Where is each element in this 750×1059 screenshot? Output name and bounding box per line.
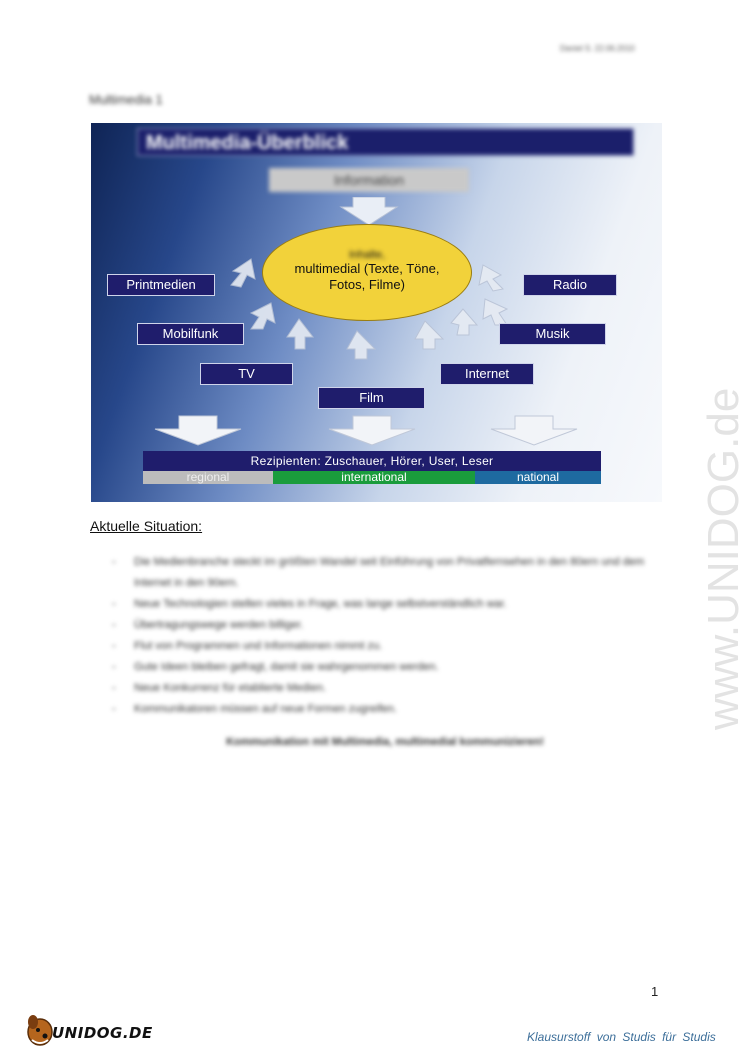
situation-list bbox=[112, 552, 672, 720]
list-item-text: Übertragungswege werden billiger. bbox=[134, 619, 304, 631]
media-box-film: Film bbox=[318, 387, 425, 409]
document-title: Multimedia 1 bbox=[89, 92, 163, 107]
information-box: Information bbox=[269, 168, 469, 192]
list-item: - Neue Technologien stellen vieles in Frage, was lange selbstverständlich war. bbox=[112, 598, 507, 610]
segment-national: national bbox=[475, 471, 601, 484]
watermark bbox=[680, 270, 750, 740]
ellipse-line-2: multimedial (Texte, Töne, bbox=[294, 261, 440, 276]
media-box-radio: Radio bbox=[523, 274, 617, 296]
list-item: - Die Medienbranche steckt im größten Wandel seit Einführung von Privatfernsehen in den 80ern und dem Internet in den 90ern. bbox=[112, 556, 645, 589]
list-item-text: Kommunikatoren müssen auf neue Formen zugreifen. bbox=[134, 703, 397, 715]
list-item-text: Die Medienbranche steckt im größten Wandel seit Einführung von Privatfernsehen in den 80ern und dem Internet in den 90ern. bbox=[134, 556, 645, 589]
header-meta: Daniel S. 22.06.2010 bbox=[560, 44, 635, 53]
list-item-text: Gute Ideen bleiben gefragt, damit sie wahrgenommen werden. bbox=[134, 661, 439, 673]
situation-heading: Aktuelle Situation: bbox=[90, 518, 203, 534]
segment-international: international bbox=[273, 471, 475, 484]
media-box-mobilfunk: Mobilfunk bbox=[137, 323, 244, 345]
list-item: - Neue Konkurrenz für etablierte Medien. bbox=[112, 682, 326, 694]
media-box-printmedien: Printmedien bbox=[107, 274, 215, 296]
segment-regional: regional bbox=[143, 471, 273, 484]
media-box-musik: Musik bbox=[499, 323, 606, 345]
recipients-bar: Rezipienten: Zuschauer, Hörer, User, Leser bbox=[143, 451, 601, 471]
list-item-text: Neue Konkurrenz für etablierte Medien. bbox=[134, 682, 326, 694]
situation-conclusion: Kommunikation mit Multimedia, multimedial kommunizieren! bbox=[226, 736, 544, 748]
list-item-text: Flut von Programmen und Informationen nimmt zu. bbox=[134, 640, 383, 652]
list-item: - Flut von Programmen und Informationen nimmt zu. bbox=[112, 640, 383, 652]
slide-image bbox=[91, 123, 662, 502]
slide-title: Multimedia-Überblick bbox=[137, 128, 634, 156]
list-item-text: Neue Technologien stellen vieles in Frage, was lange selbstverständlich war. bbox=[134, 598, 507, 610]
ellipse-line-1: Inhalte, bbox=[348, 249, 386, 261]
radiating-arrows-icon bbox=[91, 123, 662, 502]
logo-text[interactable]: UNIDOG.DE bbox=[52, 1024, 153, 1042]
watermark-text: www.UNIDOG.de bbox=[699, 387, 748, 730]
media-box-internet: Internet bbox=[440, 363, 534, 385]
page-number: 1 bbox=[651, 984, 659, 999]
media-box-tv: TV bbox=[200, 363, 293, 385]
list-item: - Übertragungswege werden billiger. bbox=[112, 619, 304, 631]
list-item: - Gute Ideen bleiben gefragt, damit sie wahrgenommen werden. bbox=[112, 661, 439, 673]
footer-tagline: Klausurstoff von Studis für Studis bbox=[527, 1030, 716, 1044]
ellipse-line-3: Fotos, Filme) bbox=[329, 277, 405, 292]
list-item: - Kommunikatoren müssen auf neue Formen zugreifen. bbox=[112, 703, 397, 715]
